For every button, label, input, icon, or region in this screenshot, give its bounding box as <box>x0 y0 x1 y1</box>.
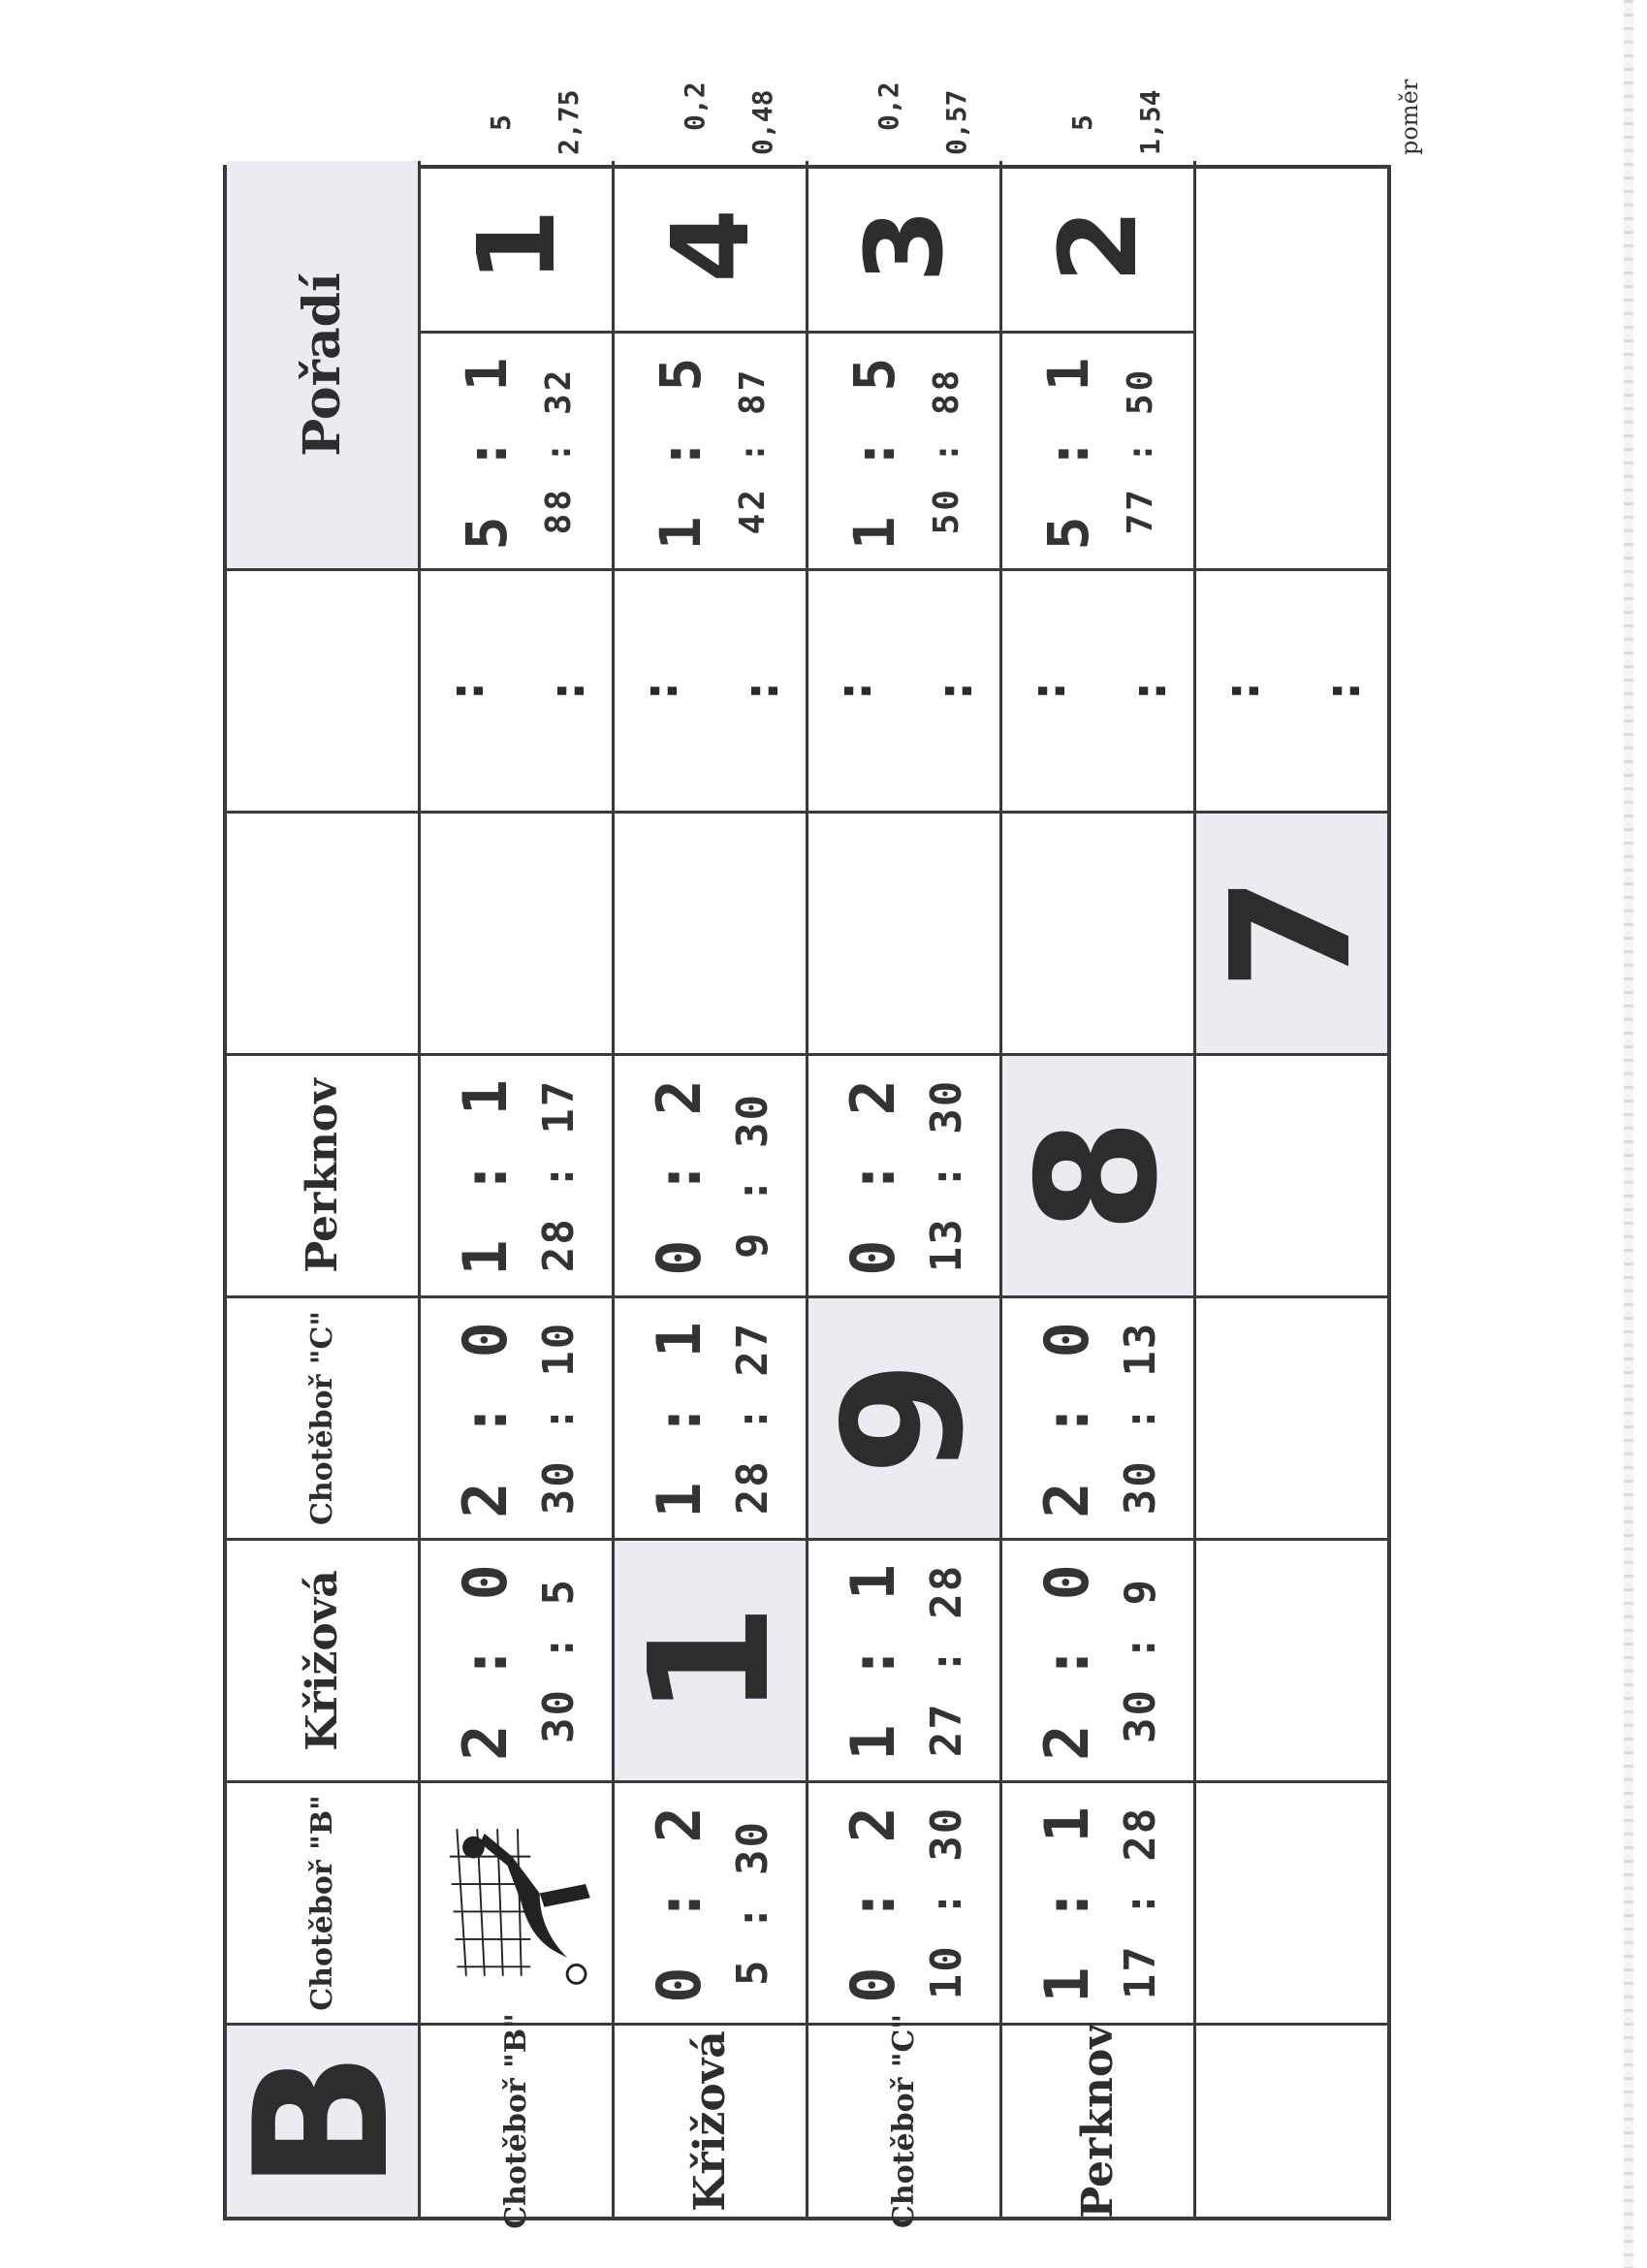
row-header-team: Křižová <box>685 2030 735 2212</box>
table-cell <box>421 811 615 1053</box>
column-header-team: Chotěboř "B" <box>305 1795 339 2011</box>
match-result <box>644 1075 777 1276</box>
standing-rank <box>615 161 806 331</box>
match-result <box>644 1803 777 2003</box>
table-cell <box>227 1295 421 1538</box>
ratio-label: poměr <box>1396 79 1423 155</box>
column-header-team: Chotěboř "C" <box>305 1311 339 1526</box>
match-points: 10 : 30 <box>921 1805 971 2000</box>
column-header-team: Křižová <box>298 1570 347 1751</box>
rank-number: 4 <box>648 208 773 283</box>
match-sets: 1 : 1 <box>449 1075 521 1276</box>
table-cell <box>421 2013 615 2229</box>
table-cell <box>1196 811 1387 1053</box>
match-points: 28 : 17 <box>533 1078 584 1273</box>
separator: : <box>1018 675 1077 707</box>
match-result <box>838 1560 971 1761</box>
empty-score-separator <box>1019 676 1178 706</box>
match-result <box>838 1075 971 1276</box>
match-points: 30 : 9 <box>1115 1578 1165 1743</box>
table-cell <box>227 811 421 1053</box>
table-cell <box>1002 1053 1196 1295</box>
separator: : <box>731 675 790 707</box>
match-result <box>1031 1560 1165 1761</box>
match-points: 13 : 30 <box>921 1078 971 1273</box>
standing-rank <box>1002 161 1193 331</box>
separator: : <box>824 675 883 707</box>
match-points: 17 : 28 <box>1115 1805 1165 2000</box>
table-cell <box>227 1538 421 1780</box>
table-cell <box>227 568 421 811</box>
match-sets: 2 : 0 <box>449 1318 521 1518</box>
table-cell <box>615 1538 808 1780</box>
empty-score-separator <box>825 676 984 706</box>
table-cell <box>1196 568 1387 811</box>
ratio-sets: 0,2 <box>872 81 904 131</box>
page-edge-strip <box>1624 0 1633 2268</box>
match-sets: 0 : 2 <box>837 1803 908 2003</box>
table-cell <box>808 568 1002 811</box>
match-result <box>644 1318 777 1518</box>
standing <box>808 161 999 568</box>
diagonal-number: 1 <box>614 1603 807 1718</box>
table-cell <box>615 1053 808 1295</box>
ratio-sets: 0,2 <box>679 81 711 131</box>
total-points: 50 : 88 <box>927 367 966 535</box>
table-cell <box>1002 2023 1196 2217</box>
match-points: 5 : 30 <box>727 1820 777 1986</box>
separator: : <box>1313 675 1372 707</box>
table-cell <box>1002 1295 1196 1538</box>
table-cell <box>1002 161 1196 568</box>
empty-score-separator <box>437 676 596 706</box>
table-cell <box>227 161 421 568</box>
table-cell <box>615 1780 808 2023</box>
match-result <box>1031 1318 1165 1518</box>
ratio-points: 1,54 <box>1134 89 1166 155</box>
row-header-team: Chotěboř "B" <box>499 2013 533 2229</box>
match-sets: 1 : 1 <box>1030 1803 1102 2003</box>
match-result <box>450 1075 584 1276</box>
empty-score-separator <box>631 676 790 706</box>
results-table-frame <box>214 165 1406 2229</box>
match-sets: 0 : 2 <box>837 1075 908 1276</box>
match-result <box>838 1803 971 2003</box>
standing-totals <box>808 331 999 568</box>
standing <box>421 161 612 568</box>
match-result <box>450 1560 584 1761</box>
table-cell <box>1002 1780 1196 2023</box>
table-cell <box>1196 2023 1387 2217</box>
total-points: 42 : 87 <box>733 367 773 535</box>
results-grid <box>214 169 1388 2229</box>
empty-score-separator <box>1213 676 1372 706</box>
match-points: 30 : 10 <box>533 1321 584 1516</box>
table-cell <box>214 2023 429 2217</box>
separator: : <box>537 675 596 707</box>
row-header-team: Chotěboř "C" <box>887 2013 921 2228</box>
standing-totals <box>1002 331 1193 568</box>
match-result <box>450 1318 584 1518</box>
diagonal-number: 9 <box>808 1360 1000 1476</box>
table-cell <box>808 161 1002 568</box>
table-cell <box>615 2023 808 2217</box>
rank-number: 3 <box>841 208 966 283</box>
standing-score <box>841 352 966 551</box>
table-cell <box>421 1538 615 1780</box>
diagonal-number: 8 <box>1001 1118 1194 1233</box>
row-header-team: Perknov <box>1073 2024 1123 2219</box>
total-sets: 5 : 1 <box>1035 351 1101 551</box>
table-cell <box>615 811 808 1053</box>
standing-totals <box>615 331 806 568</box>
match-sets: 2 : 0 <box>1030 1560 1102 1761</box>
separator: : <box>630 675 689 707</box>
table-cell <box>615 1295 808 1538</box>
match-sets: 0 : 2 <box>643 1803 714 2003</box>
table-cell <box>1196 161 1387 568</box>
total-points: 88 : 32 <box>539 367 579 535</box>
standing-score <box>1035 352 1160 551</box>
total-sets: 1 : 5 <box>841 351 907 551</box>
match-sets: 0 : 2 <box>643 1075 714 1276</box>
total-points: 77 : 50 <box>1121 367 1160 535</box>
standing <box>615 161 806 568</box>
table-cell <box>1002 568 1196 811</box>
table-cell <box>808 1053 1002 1295</box>
table-cell <box>421 161 615 568</box>
ratio-points: 0,48 <box>746 89 778 155</box>
table-cell <box>1002 811 1196 1053</box>
standing-rank <box>421 161 612 331</box>
match-points: 9 : 30 <box>727 1093 777 1259</box>
total-sets: 1 : 5 <box>648 351 713 551</box>
table-cell <box>1196 1053 1387 1295</box>
table-cell <box>421 1053 615 1295</box>
table-cell <box>421 1295 615 1538</box>
match-points: 30 : 13 <box>1115 1321 1165 1516</box>
table-cell <box>1196 1538 1387 1780</box>
column-header-team: Perknov <box>298 1078 347 1273</box>
match-result <box>1031 1803 1165 2003</box>
table-cell <box>808 811 1002 1053</box>
ratio-sets: 5 <box>1066 114 1098 131</box>
ratio-points: 2,75 <box>553 89 585 155</box>
diagonal-number: 7 <box>1195 876 1388 991</box>
separator: : <box>1119 675 1178 707</box>
match-points: 30 : 5 <box>533 1578 584 1743</box>
match-points: 28 : 27 <box>727 1321 777 1516</box>
table-cell <box>1002 1538 1196 1780</box>
results-table <box>214 165 1391 2229</box>
table-cell <box>615 568 808 811</box>
volleyball-player-icon <box>429 1811 604 1996</box>
standing <box>1002 161 1193 568</box>
standing-score <box>454 352 579 551</box>
poradi-header: Pořadí <box>293 272 352 457</box>
table-cell <box>421 568 615 811</box>
group-letter: B <box>214 2051 429 2191</box>
table-cell <box>421 1780 615 2023</box>
standing-rank <box>808 161 999 331</box>
rank-number: 1 <box>454 208 579 283</box>
table-cell <box>1196 1295 1387 1538</box>
ratio-sets: 5 <box>485 114 517 131</box>
rank-number: 2 <box>1035 208 1160 283</box>
ratio-points: 0,57 <box>940 89 972 155</box>
match-sets: 2 : 0 <box>1030 1318 1102 1518</box>
total-sets: 5 : 1 <box>454 351 520 551</box>
table-cell <box>227 1053 421 1295</box>
standing-score <box>648 352 773 551</box>
table-cell <box>1196 1780 1387 2023</box>
separator: : <box>436 675 495 707</box>
standing-totals <box>421 331 612 568</box>
match-sets: 2 : 0 <box>449 1560 521 1761</box>
table-cell <box>615 161 808 568</box>
match-sets: 1 : 1 <box>837 1560 908 1761</box>
table-cell <box>808 2013 1002 2228</box>
table-cell <box>808 1295 1002 1538</box>
match-points: 27 : 28 <box>921 1563 971 1758</box>
table-cell <box>808 1780 1002 2023</box>
table-cell <box>227 1780 421 2023</box>
separator: : <box>925 675 984 707</box>
separator: : <box>1212 675 1271 707</box>
table-cell <box>808 1538 1002 1780</box>
match-sets: 1 : 1 <box>643 1318 714 1518</box>
